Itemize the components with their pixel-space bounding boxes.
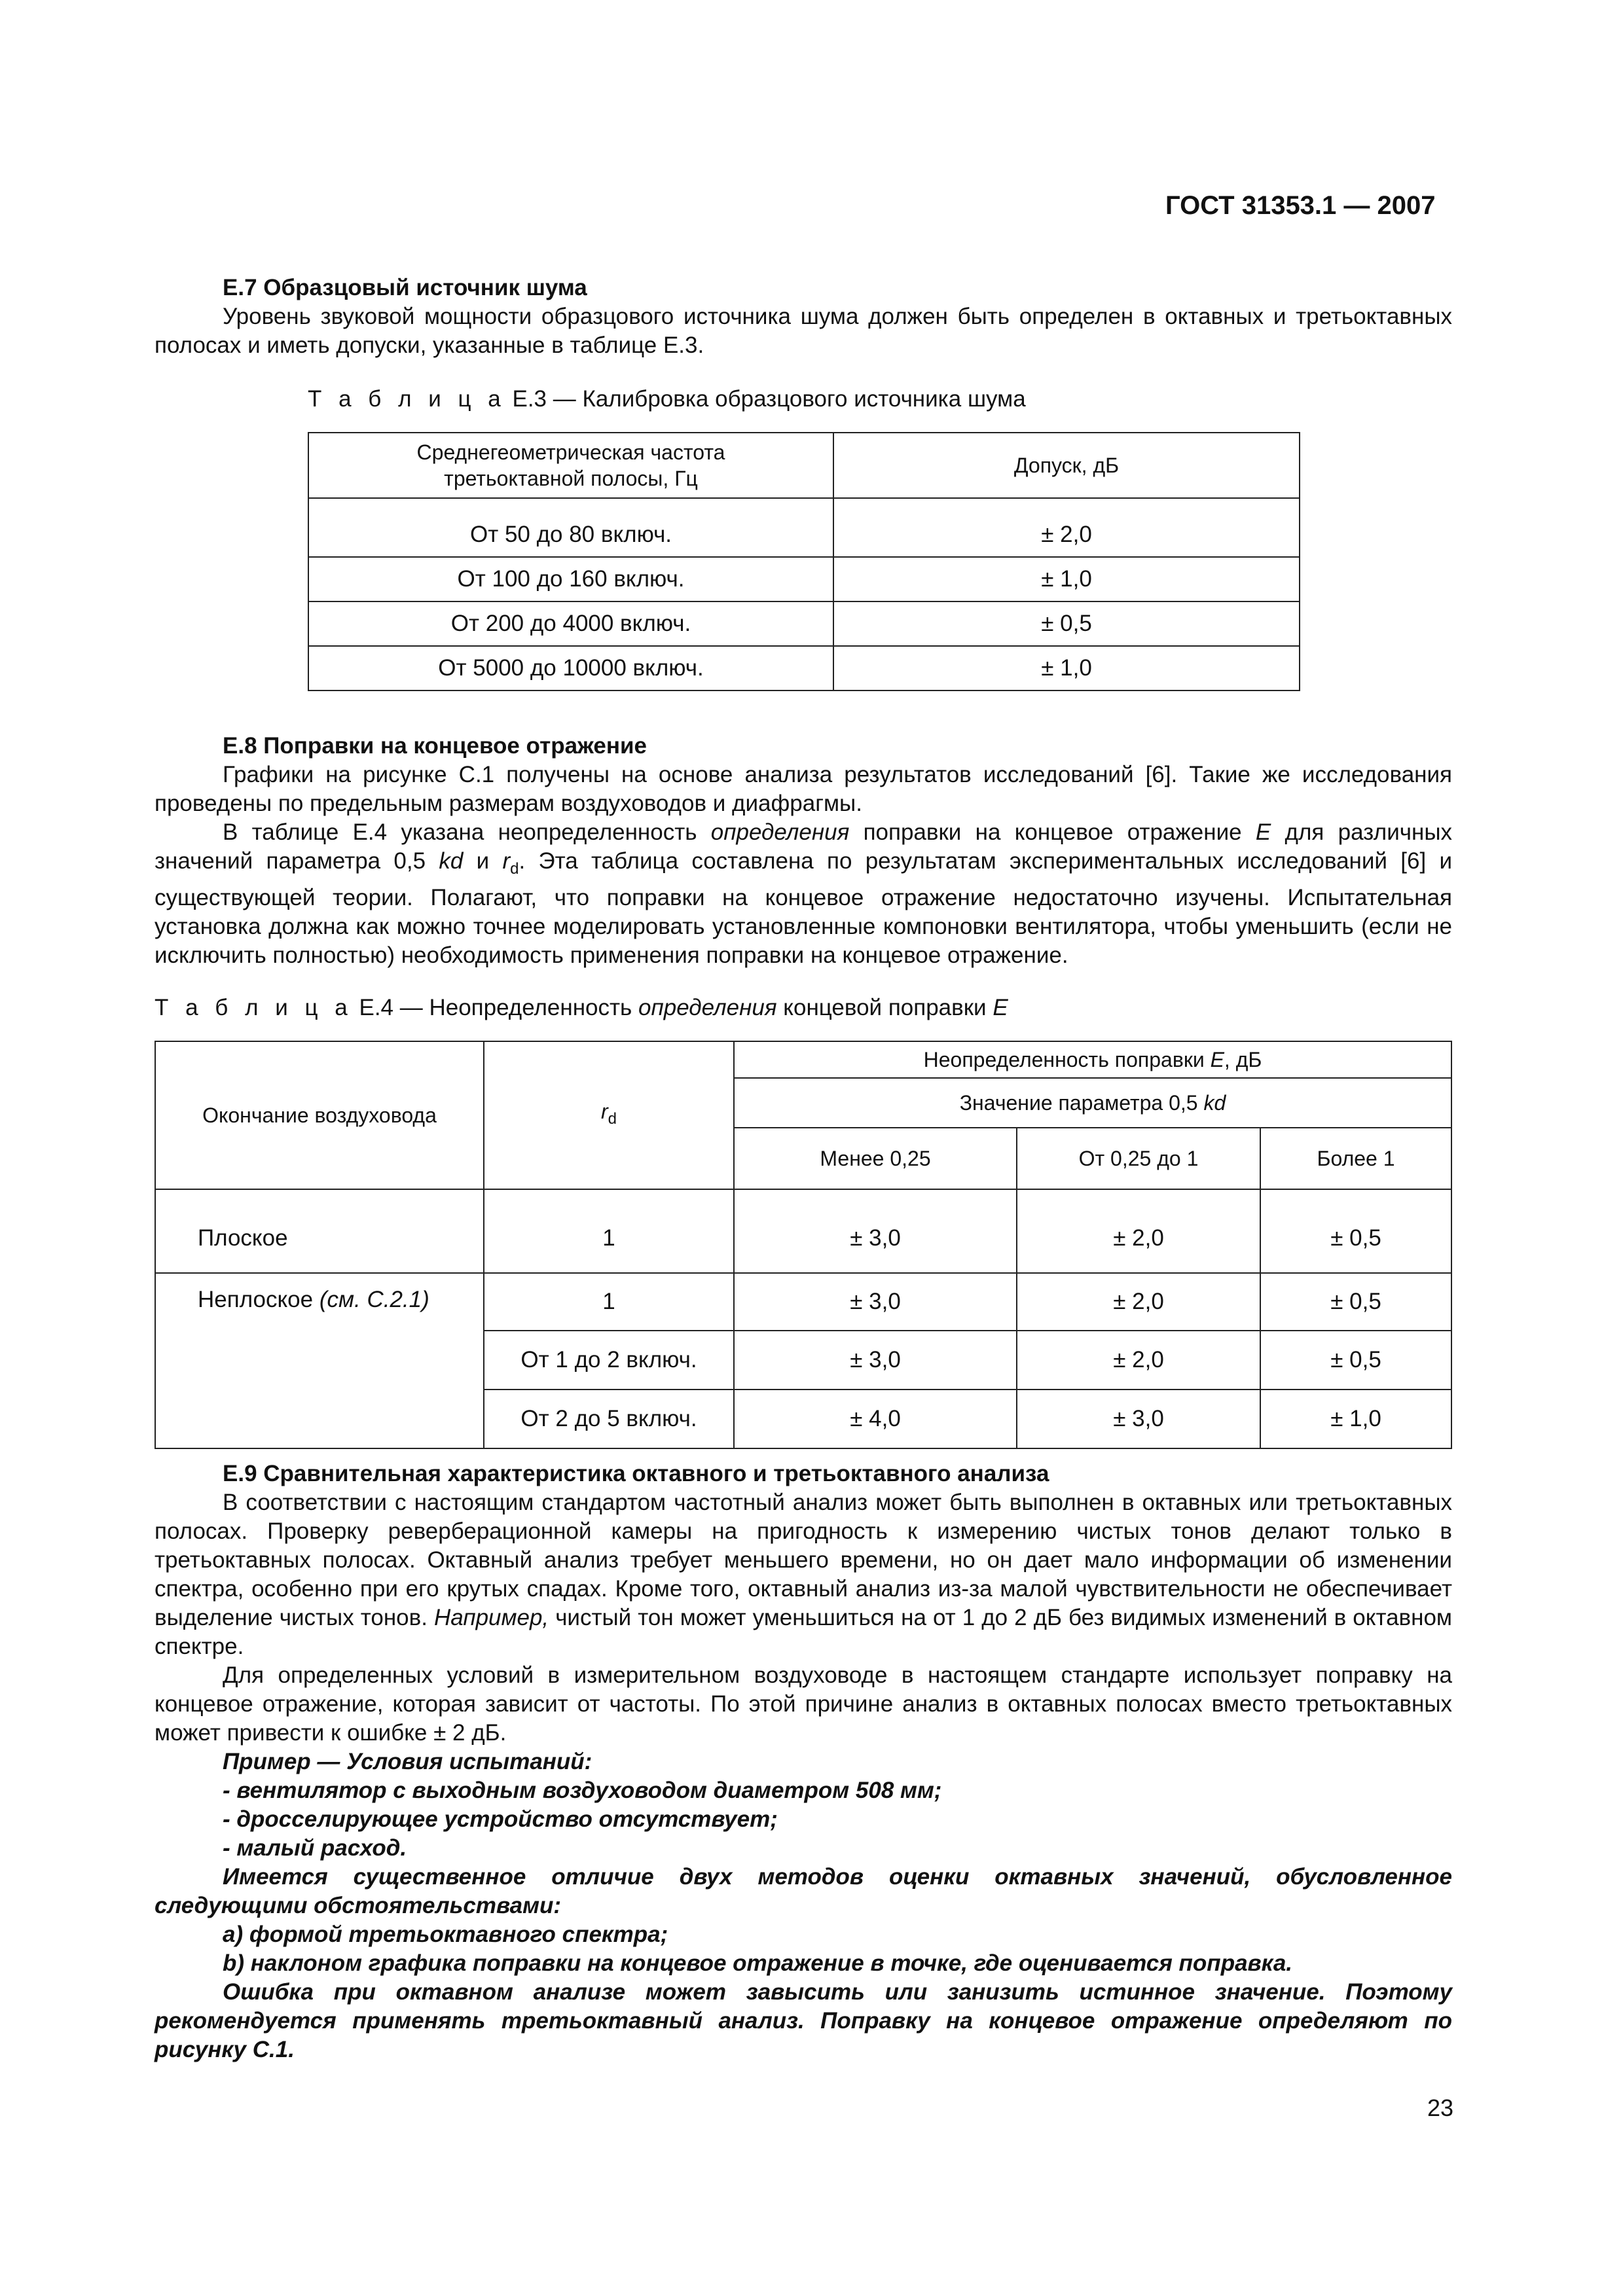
table-e4-subheader: Более 1	[1260, 1128, 1451, 1189]
table-header-row	[308, 433, 1300, 498]
section-e9-paragraph-1: В соответствии с настоящим стандартом частотный анализ может быть выполнен в октавных или третьоктавных полосах. Проверку реверберационной камеры на пригодность к измерению чистых тонов делают только в третьоктавных полосах. Октавный анализ требует меньшего времени, но он дает мало информации об изменении спектра, особенно при его крутых спадах. Кроме того, октавный анализ из-за малой чувствительности не обеспечивает выделение чистых тонов. Например, чистый тон может уменьшиться на от 1 до 2 дБ без видимых изменений в октавном спектре.	[155, 1490, 1452, 1659]
table-row	[155, 1273, 1451, 1331]
table-e4-header-duct-end: Окончание воздуховода	[155, 1041, 484, 1189]
table-cell: ± 3,0	[734, 1273, 1017, 1331]
page-number: 23	[1427, 2094, 1454, 2121]
table-spacer-row	[308, 498, 1300, 512]
list-item: - вентилятор с выходным воздуховодом диаметром 508 мм;	[223, 1778, 942, 1803]
table-cell: ± 4,0	[734, 1390, 1017, 1448]
table-e4-header-uncertainty: Неопределенность поправки E, дБ	[734, 1041, 1451, 1078]
section-e9-paragraph-2: Для определенных условий в измерительном воздуховоде в настоящем стандарте использует поправку на концевое отражение, которая зависит от частоты. По этой причине анализ в октавных полосах вместо третьоктавных может привести к ошибке ± 2 дБ.	[155, 1662, 1452, 1746]
table-e4-subheader: От 0,25 до 1	[1017, 1128, 1260, 1189]
table-cell: ± 3,0	[734, 1331, 1017, 1390]
table-cell: От 1 до 2 включ.	[484, 1331, 734, 1390]
table-e4-subheader: Менее 0,25	[734, 1128, 1017, 1189]
section-e9	[155, 1460, 1452, 2064]
table-row	[308, 512, 1300, 557]
document-code: ГОСТ 31353.1 — 2007	[1165, 191, 1436, 220]
table-cell: ± 2,0	[833, 512, 1300, 557]
table-cell: От 50 до 80 включ.	[308, 512, 833, 557]
table-row	[308, 646, 1300, 691]
section-e8-title: Е.8 Поправки на концевое отражение	[223, 733, 647, 759]
example-heading: Пример — Условия испытаний:	[223, 1749, 593, 1774]
table-e4-caption: Т а б л и ц а Е.4 — Неопределенность определения концевой поправки E	[155, 995, 1008, 1020]
table-cell: От 100 до 160 включ.	[308, 557, 833, 601]
table-cell: ± 2,0	[1017, 1204, 1260, 1273]
table-cell: ± 0,5	[833, 601, 1300, 646]
table-cell: ± 1,0	[833, 557, 1300, 601]
table-cell: ± 3,0	[734, 1204, 1017, 1273]
table-cell: От 200 до 4000 включ.	[308, 601, 833, 646]
table-e3	[308, 432, 1300, 691]
table-e3-header-tolerance: Допуск, дБ	[833, 433, 1300, 498]
table-cell: ± 2,0	[1017, 1273, 1260, 1331]
table-row	[308, 601, 1300, 646]
table-cell: ± 2,0	[1017, 1331, 1260, 1390]
section-e7-paragraph: Уровень звуковой мощности образцового источника шума должен быть определен в октавных и третьоктавных полосах и иметь допуски, указанные в таблице Е.3.	[155, 304, 1452, 358]
list-item: - малый расход.	[223, 1835, 407, 1861]
table-row	[308, 557, 1300, 601]
table-cell: От 2 до 5 включ.	[484, 1390, 734, 1448]
table-cell: От 5000 до 10000 включ.	[308, 646, 833, 691]
table-cell: ± 1,0	[1260, 1390, 1451, 1448]
table-cell: 1	[484, 1273, 734, 1331]
list-item: b) наклоном графика поправки на концевое отражение в точке, где оценивается поправка.	[223, 1950, 1293, 1976]
list-item: - дросселирующее устройство отсутствует;	[223, 1806, 778, 1832]
table-e4-header-param: Значение параметра 0,5 kd	[734, 1078, 1451, 1128]
list-item: a) формой третьоктавного спектра;	[223, 1922, 668, 1947]
section-e8	[155, 732, 1452, 970]
table-header-row	[155, 1041, 1451, 1078]
table-cell: ± 0,5	[1260, 1273, 1451, 1331]
section-e9-paragraph-4: Ошибка при октавном анализе может завысить или занизить истинное значение. Поэтому рекомендуется применять третьоктавный анализ. Поправку на концевое отражение определяют по рисунку С.1.	[155, 1979, 1452, 2062]
table-cell: ± 0,5	[1260, 1204, 1451, 1273]
section-e8-paragraph-1: Графики на рисунке С.1 получены на основе анализа результатов исследований [6]. Такие же исследования проведены по предельным размерам воздуховодов и диафрагмы.	[155, 762, 1452, 816]
table-row	[155, 1204, 1451, 1273]
section-e7	[155, 274, 1452, 360]
table-cell: Неплоское (см. С.2.1)	[155, 1273, 484, 1448]
table-cell: 1	[484, 1204, 734, 1273]
section-e7-title: Е.7 Образцовый источник шума	[223, 275, 587, 300]
table-cell: Плоское	[155, 1204, 484, 1273]
table-cell: ± 1,0	[833, 646, 1300, 691]
table-cell: ± 3,0	[1017, 1390, 1260, 1448]
section-e8-paragraph-2: В таблице Е.4 указана неопределенность определения поправки на концевое отражение E для различных значений параметра 0,5 kd и $r_d$. Эта таблица составлена по результатам экспериментальных исследований [6] и существующей теории. Полагают, что поправки на концевое отражение недостаточно изучены. Испытательная установка должна как можно точнее моделировать установленные компоновки вентилятора, чтобы уменьшить (если не исключить полностью) необходимость применения поправки на концевое отражение.	[155, 819, 1452, 968]
section-e9-title: Е.9 Сравнительная характеристика октавного и третьоктавного анализа	[223, 1461, 1049, 1486]
section-e9-paragraph-3: Имеется существенное отличие двух методов оценки октавных значений, обусловленное следующими обстоятельствами:	[155, 1864, 1452, 1918]
table-e4	[155, 1041, 1452, 1449]
table-e3-header-frequency: Среднегеометрическая частота третьоктавной полосы, Гц	[308, 433, 833, 498]
table-cell: ± 0,5	[1260, 1331, 1451, 1390]
table-e4-header-rd: $r_d$	[484, 1041, 734, 1189]
table-e3-caption: Т а б л и ц а Е.3 — Калибровка образцового источника шума	[308, 386, 1026, 412]
table-spacer-row	[155, 1189, 1451, 1204]
